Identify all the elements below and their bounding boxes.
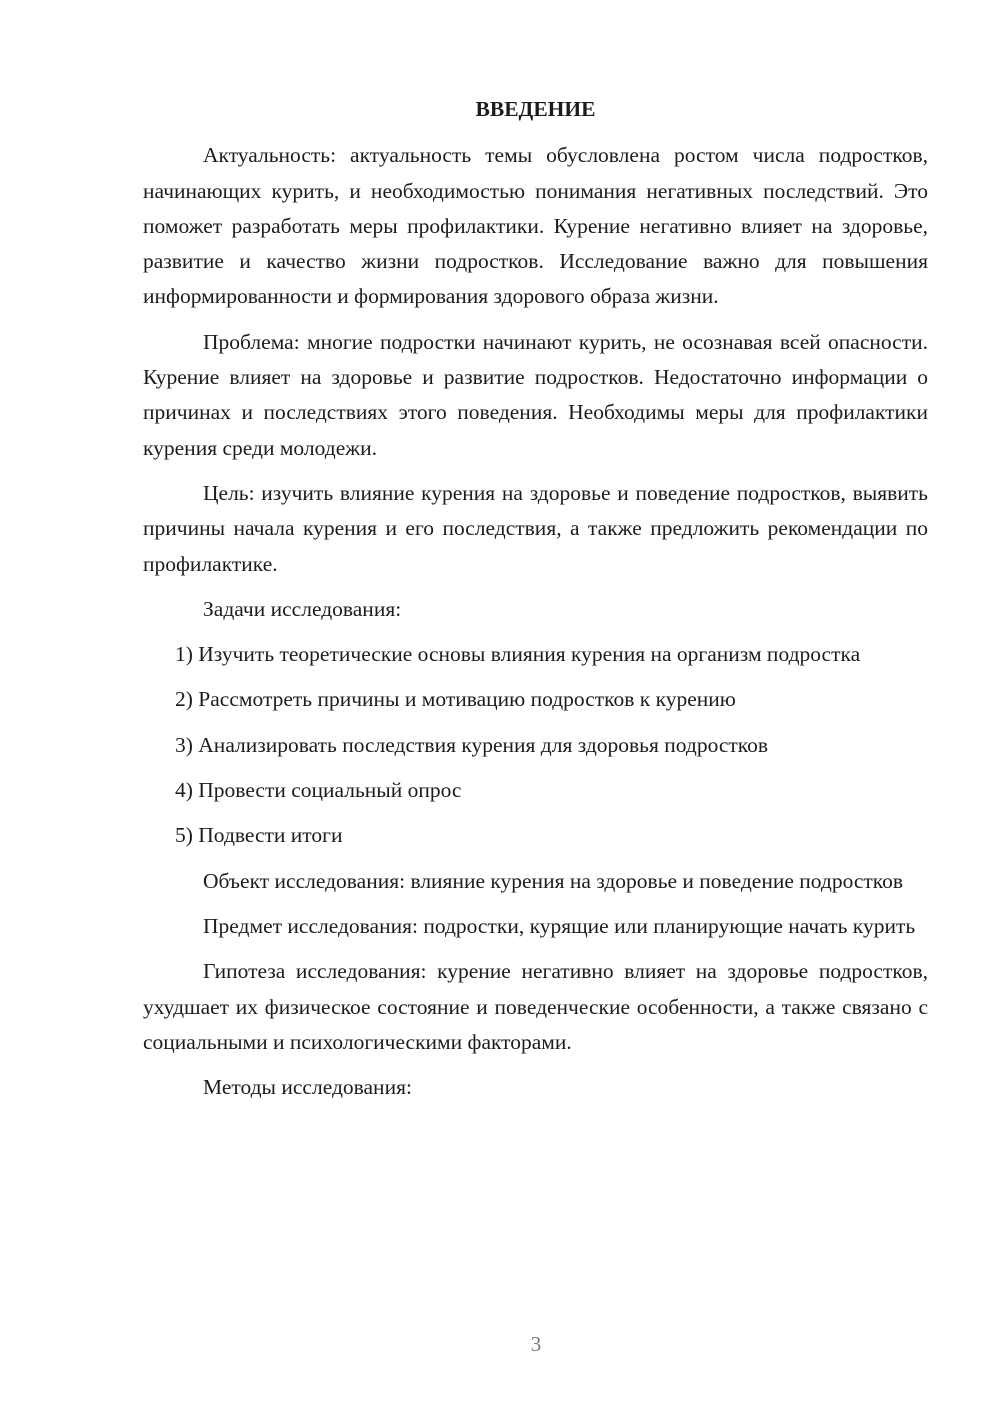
task-item: 4) Провести социальный опрос [175, 778, 462, 803]
section-title: ВВЕДЕНИЕ [475, 97, 596, 121]
relevance-paragraph: Актуальность: актуальность темы обусловлена ростом числа подростков, начинающих курить, и необходимостью понимания негативных последствий. Это поможет разработать меры профилактики. Курение негативно влияет на здоровье, развитие и качество жизни подростков. Исследование важно для повышения информированности и формирования здорового образа жизни. [143, 143, 928, 309]
task-item: 5) Подвести итоги [175, 823, 343, 848]
task-item: 2) Рассмотреть причины и мотивацию подростков к курению [175, 687, 736, 712]
hypothesis-paragraph: Гипотеза исследования: курение негативно влияет на здоровье подростков, ухудшает их физическое состояние и поведенческие особенности, а также связано с социальными и психологическими факторами. [143, 959, 928, 1054]
problem-paragraph: Проблема: многие подростки начинают курить, не осознавая всей опасности. Курение влияет на здоровье и развитие подростков. Недостаточно информации о причинах и последствиях этого поведения. Необходимы меры для профилактики курения среди молодежи. [143, 329, 928, 460]
tasks-heading: Задачи исследования: [203, 596, 402, 621]
goal-paragraph: Цель: изучить влияние курения на здоровье и поведение подростков, выявить причины начала курения и его последствия, а также предложить рекомендации по профилактике. [143, 480, 928, 576]
methods-heading: Методы исследования: [203, 1075, 412, 1100]
document-page [143, 92, 928, 1115]
page-number: 3 [530, 1332, 542, 1356]
object-paragraph: Объект исследования: влияние курения на здоровье и поведение подростков [203, 868, 904, 893]
task-item: 1) Изучить теоретические основы влияния курения на организм подростка [175, 642, 861, 667]
subject-paragraph: Предмет исследования: подростки, курящие или планирующие начать курить [203, 913, 916, 938]
task-item: 3) Анализировать последствия курения для здоровья подростков [175, 732, 769, 757]
